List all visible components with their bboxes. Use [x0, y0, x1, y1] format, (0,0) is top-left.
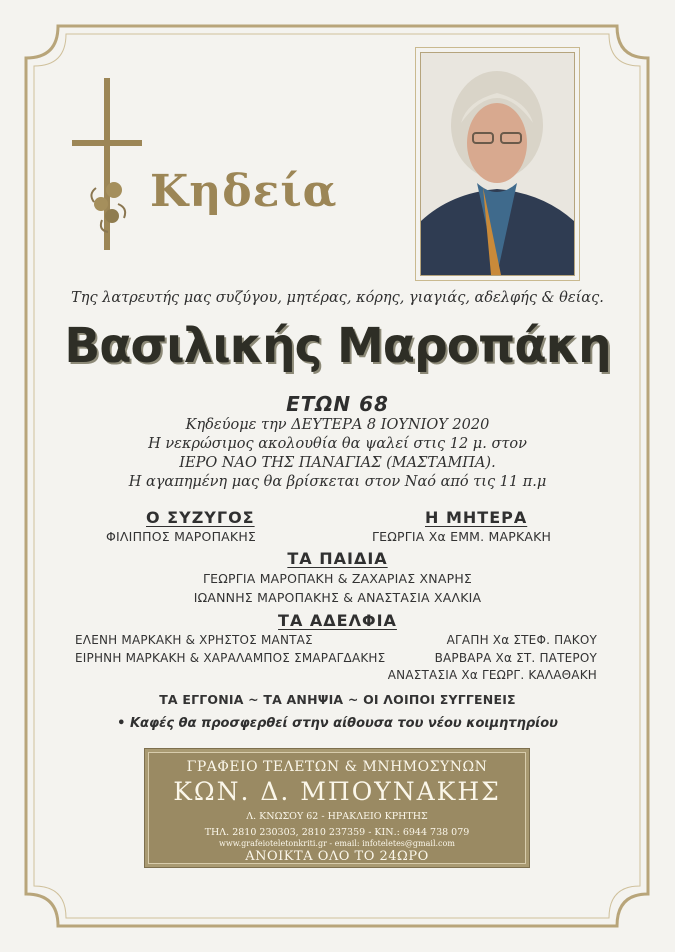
intro-text: Της λατρευτής μας συζύγου, μητέρας, κόρης, γιαγιάς, αδελφής & θείας. — [71, 290, 604, 306]
funeral-home-phones: ΤΗΛ. 2810 230303, 2810 237359 - ΚΙΝ.: 6944 738 079 — [204, 827, 470, 838]
mother-heading: Η ΜΗΤΕΡΑ — [425, 508, 528, 527]
funeral-home-web: www.grafeioteletonkriti.gr - email: infoteletes@gmail.com — [219, 839, 455, 848]
deceased-name: Βασιλικής Μαροπάκη — [64, 318, 611, 374]
spouse-name: ΦΙΛΙΠΠΟΣ ΜΑΡΟΠΑΚΗΣ — [106, 529, 257, 544]
siblings-heading: ΤΑ ΑΔΕΛΦΙΑ — [278, 611, 397, 630]
funeral-home-address: Λ. ΚΝΩΣΟΥ 62 - ΗΡΑΚΛΕΙΟ ΚΡΗΤΗΣ — [246, 811, 428, 822]
sibling-right: ΑΓΑΠΗ Χα ΣΤΕΦ. ΠΑΚΟΥ — [446, 633, 597, 647]
sibling-right: ΑΝΑΣΤΑΣΙΑ Χα ΓΕΩΡΓ. ΚΑΛΑΘΑΚΗ — [387, 668, 597, 682]
deceased-age: ΕΤΩΝ 68 — [286, 392, 389, 416]
children-heading: ΤΑ ΠΑΙΔΙΑ — [287, 549, 388, 568]
funeral-home-subtitle: ΓΡΑΦΕΙΟ ΤΕΛΕΤΩΝ & ΜΝΗΜΟΣΥΝΩΝ — [186, 759, 488, 775]
child-couple: ΓΕΩΡΓΙΑ ΜΑΡΟΠΑΚΗ & ΖΑΧΑΡΙΑΣ ΧΝΑΡΗΣ — [202, 571, 473, 586]
mother-name: ΓΕΩΡΓΙΑ Χα ΕΜΜ. ΜΑΡΚΑΚΗ — [372, 529, 552, 544]
coffee-note — [0, 716, 675, 731]
child-couple: ΙΩΑΝΝΗΣ ΜΑΡΟΠΑΚΗΣ & ΑΝΑΣΤΑΣΙΑ ΧΑΛΚΙΑ — [193, 590, 482, 605]
sibling-right: ΒΑΡΒΑΡΑ Χα ΣΤ. ΠΑΤΕΡΟΥ — [434, 651, 597, 665]
funeral-home-panel — [144, 748, 530, 868]
funeral-line: Η νεκρώσιμος ακολουθία θα ψαλεί στις 12 μ. στον — [148, 436, 527, 452]
funeral-home-hours: ΑΝΟΙΚΤΑ ΟΛΟ ΤΟ 24ΩΡΟ — [245, 849, 429, 864]
sibling-left: ΕΙΡΗΝΗ ΜΑΡΚΑΚΗ & ΧΑΡΑΛΑΜΠΟΣ ΣΜΑΡΑΓΔΑΚΗΣ — [75, 651, 386, 665]
bullet-icon: • — [117, 716, 126, 731]
cross-icon — [68, 78, 148, 256]
notice-title: Κηδεία — [150, 166, 338, 217]
funeral-line: ΙΕΡΟ ΝΑΟ ΤΗΣ ΠΑΝΑΓΙΑΣ (ΜΑΣΤΑΜΠΑ). — [179, 455, 496, 471]
funeral-line: Η αγαπημένη μας θα βρίσκεται στον Ναό από τις 11 π.μ — [128, 474, 547, 490]
portrait-photo — [420, 52, 575, 276]
spouse-heading: Ο ΣΥΖΥΓΟΣ — [146, 508, 255, 527]
sibling-left: ΕΛΕΝΗ ΜΑΡΚΑΚΗ & ΧΡΗΣΤΟΣ ΜΑΝΤΑΣ — [75, 633, 313, 647]
coffee-text: Καφές θα προσφερθεί στην αίθουσα του νέου κοιμητηρίου — [129, 716, 558, 731]
other-relatives: ΤΑ ΕΓΓΟΝΙΑ ~ ΤΑ ΑΝΗΨΙΑ ~ ΟΙ ΛΟΙΠΟΙ ΣΥΓΓΕΝΕΙΣ — [159, 692, 516, 707]
funeral-line: Κηδεύομε την ΔΕΥΤΕΡΑ 8 ΙΟΥΝΙΟΥ 2020 — [185, 417, 490, 433]
funeral-details — [0, 416, 675, 492]
funeral-home-name: ΚΩΝ. Δ. ΜΠΟΥΝΑΚΗΣ — [173, 777, 501, 806]
